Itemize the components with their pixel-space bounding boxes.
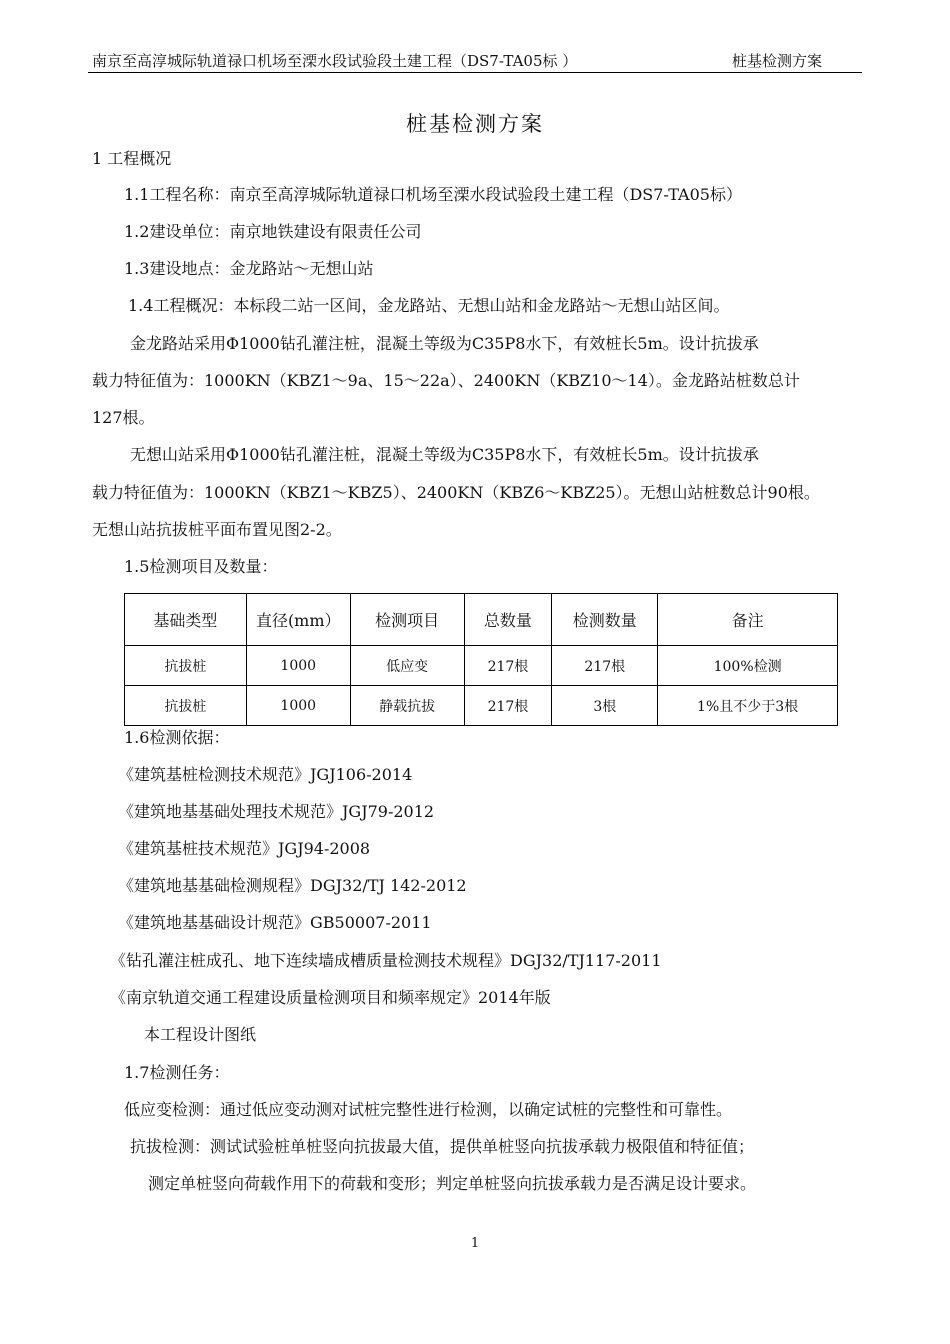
table-cell: 1%且不少于3根: [658, 686, 838, 726]
reference-item: 《钻孔灌注桩成孔、地下连续墙成槽质量检测技术规程》DGJ32/TJ117-2011: [110, 951, 662, 970]
test-items-heading: 1.5检测项目及数量：: [124, 557, 278, 576]
reference-item: 本工程设计图纸: [144, 1025, 257, 1044]
test-items-table: [124, 593, 838, 726]
table-header-cell: 检测项目: [350, 594, 464, 646]
table-cell: 217根: [464, 646, 552, 686]
reference-item: 《建筑地基基础设计规范》GB50007-2011: [118, 913, 432, 932]
table-cell: 1000: [246, 686, 350, 726]
table-cell: 100%检测: [658, 646, 838, 686]
table-cell: 低应变: [350, 646, 464, 686]
task-uplift: 抗拔检测：测试试验桩单桩竖向抗拔最大值，提供单桩竖向抗拔承载力极限值和特征值；: [130, 1137, 755, 1156]
table-header-row: [125, 594, 838, 646]
header-project-name: 南京至高淳城际轨道禄口机场至溧水段试验段土建工程（DS7-TA05标 ）: [92, 52, 578, 70]
project-name-line: 1.1工程名称：南京至高淳城际轨道禄口机场至溧水段试验段土建工程（DS7-TA05标）: [124, 185, 742, 204]
table-header-cell: 检测数量: [552, 594, 658, 646]
table-cell: 217根: [552, 646, 658, 686]
table-row: [125, 686, 838, 726]
page-title: 桩基检测方案: [406, 112, 544, 136]
location-line: 1.3建设地点：金龙路站～无想山站: [124, 259, 374, 278]
table-header-cell: 直径(mm）: [246, 594, 350, 646]
table-header-cell: 总数量: [464, 594, 552, 646]
reference-item: 《建筑基桩技术规范》JGJ94-2008: [118, 839, 371, 858]
reference-item: 《建筑地基基础处理技术规范》JGJ79-2012: [118, 802, 435, 821]
paragraph-wuxiang-line-3: 无想山站抗拔桩平面布置见图2-2。: [92, 520, 342, 539]
table-cell: 抗拔桩: [125, 686, 247, 726]
reference-item: 《建筑地基基础检测规程》DGJ32/TJ 142-2012: [118, 876, 467, 895]
table-row: [125, 646, 838, 686]
table-cell: 抗拔桩: [125, 646, 247, 686]
task-uplift-continued: 测定单桩竖向荷载作用下的荷载和变形；判定单桩竖向抗拔承载力是否满足设计要求。: [148, 1174, 757, 1193]
paragraph-wuxiang-line-1: 无想山站采用Φ1000钻孔灌注桩，混凝土等级为C35P8水下，有效桩长5m。设计抗拔承: [130, 445, 759, 464]
table-cell: 3根: [552, 686, 658, 726]
table-cell: 静载抗拔: [350, 686, 464, 726]
header-doc-title: 桩基检测方案: [732, 52, 823, 70]
owner-line: 1.2建设单位：南京地铁建设有限责任公司: [124, 222, 422, 241]
table-cell: 1000: [246, 646, 350, 686]
tasks-heading: 1.7检测任务：: [124, 1063, 230, 1082]
reference-item: 《建筑基桩检测技术规范》JGJ106-2014: [118, 765, 413, 784]
task-low-strain: 低应变检测：通过低应变动测对试桩完整性进行检测，以确定试桩的完整性和可靠性。: [124, 1100, 733, 1119]
table-header-cell: 备注: [658, 594, 838, 646]
overview-line: 1.4工程概况：本标段二站一区间，金龙路站、无想山站和金龙路站～无想山站区间。: [128, 296, 730, 315]
paragraph-jinlong-line-1: 金龙路站采用Φ1000钻孔灌注桩，混凝土等级为C35P8水下，有效桩长5m。设计抗拔承: [130, 334, 759, 353]
paragraph-jinlong-line-2: 载力特征值为：1000KN（KBZ1～9a、15～22a）、2400KN（KBZ10～14）。金龙路站桩数总计: [92, 371, 800, 390]
table-cell: 217根: [464, 686, 552, 726]
table-header-cell: 基础类型: [125, 594, 247, 646]
basis-heading: 1.6检测依据：: [124, 728, 230, 747]
page-header: [88, 50, 862, 73]
paragraph-jinlong-line-3: 127根。: [92, 408, 155, 427]
page-number: 1: [470, 1236, 480, 1251]
paragraph-wuxiang-line-2: 载力特征值为：1000KN（KBZ1～KBZ5）、2400KN（KBZ6～KBZ25）。无想山站桩数总计90根。: [92, 483, 820, 502]
reference-item: 《南京轨道交通工程建设质量检测项目和频率规定》2014年版: [110, 988, 551, 1007]
section-1-heading: 1 工程概况: [92, 149, 172, 168]
